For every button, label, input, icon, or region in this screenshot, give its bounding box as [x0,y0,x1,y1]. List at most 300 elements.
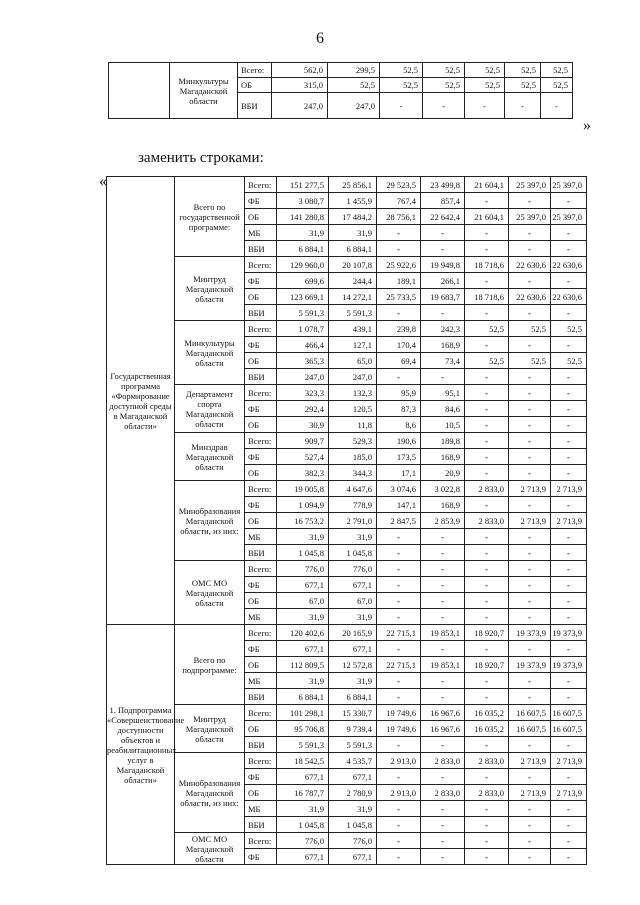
value-cell: - [551,241,587,257]
value-cell: - [465,849,509,865]
value-cell: 382,3 [277,465,329,481]
value-cell: - [465,273,509,289]
source-cell: Всего: [245,177,277,193]
value-cell: 25 397,0 [551,209,587,225]
value-cell: 247,0 [329,369,377,385]
value-cell: 73,4 [421,353,465,369]
source-cell: ФБ [245,769,277,785]
table-row [107,561,587,577]
value-cell: 173,5 [377,449,421,465]
value-cell: 95,1 [421,385,465,401]
value-cell: 151 277,5 [277,177,329,193]
value-cell: 22 630,6 [551,289,587,305]
value-cell: 31,9 [277,529,329,545]
value-cell: 20 107,8 [329,257,377,273]
value-cell: - [465,369,509,385]
value-cell: - [465,337,509,353]
value-cell: 3 022,8 [421,481,465,497]
source-cell: МБ [245,225,277,241]
value-cell: - [421,593,465,609]
value-cell: - [551,545,587,561]
value-cell: - [551,609,587,625]
value-cell: 562,0 [272,63,328,78]
value-cell: 52,5 [465,353,509,369]
value-cell: 776,0 [329,561,377,577]
value-cell: - [377,241,421,257]
value-cell: - [377,577,421,593]
source-cell: ФБ [245,401,277,417]
table-row [107,625,587,641]
value-cell: 16 967,6 [421,721,465,737]
value-cell: - [421,225,465,241]
value-cell: 52,5 [509,321,551,337]
value-cell: - [465,497,509,513]
value-cell: 677,1 [329,769,377,785]
source-cell: ФБ [245,273,277,289]
table-row [107,753,587,769]
value-cell: 18 920,7 [465,625,509,641]
value-cell: - [465,465,509,481]
value-cell: 677,1 [329,577,377,593]
value-cell: 2 713,9 [551,753,587,769]
value-cell: 2 791,0 [329,513,377,529]
value-cell: - [377,801,421,817]
value-cell: - [509,641,551,657]
value-cell: - [421,561,465,577]
value-cell: - [465,529,509,545]
value-cell: 16 607,5 [551,705,587,721]
value-cell: - [509,577,551,593]
value-cell: - [551,273,587,289]
value-cell: - [421,833,465,849]
value-cell: - [465,609,509,625]
group-label-cell: Минтруд Магаданской области [175,705,245,753]
value-cell: 21 604,1 [465,209,509,225]
value-cell: 16 607,5 [509,721,551,737]
source-cell: ФБ [245,849,277,865]
value-cell: - [509,241,551,257]
source-cell: ВБИ [245,689,277,705]
value-cell: 22 642,4 [421,209,465,225]
value-cell: 120,5 [329,401,377,417]
source-cell: ВБИ [245,241,277,257]
value-cell: - [421,369,465,385]
value-cell: - [509,305,551,321]
table-row [107,257,587,273]
value-cell: - [551,433,587,449]
value-cell: - [377,305,421,321]
value-cell: 19 853,1 [421,625,465,641]
value-cell: - [421,817,465,833]
value-cell: 344,3 [329,465,377,481]
value-cell: - [509,561,551,577]
source-cell: Всего: [245,833,277,849]
value-cell: 52,5 [505,63,541,78]
source-cell: Всего: [245,561,277,577]
value-cell: - [551,561,587,577]
value-cell: 2 713,9 [509,513,551,529]
value-cell: - [551,593,587,609]
closing-quote: » [583,117,591,134]
value-cell: - [423,93,465,119]
value-cell: 19 853,1 [421,657,465,673]
value-cell: - [551,225,587,241]
value-cell: 25 397,0 [509,209,551,225]
value-cell: 776,0 [277,561,329,577]
value-cell: 127,1 [329,337,377,353]
value-cell: 31,9 [329,225,377,241]
source-cell: ОБ [245,721,277,737]
value-cell: - [551,801,587,817]
value-cell: 19 683,7 [421,289,465,305]
group-label-cell: ОМС МО Магаданской области [175,833,245,865]
value-cell: 6 884,1 [277,689,329,705]
source-cell: ОБ [238,78,272,93]
table-row [107,433,587,449]
value-cell: 141 280,8 [277,209,329,225]
value-cell: - [551,529,587,545]
value-cell: 527,4 [277,449,329,465]
value-cell: 185,0 [329,449,377,465]
value-cell: 67,0 [277,593,329,609]
group-label-cell: Минобразования Магаданской области, из них: [175,753,245,833]
value-cell: - [509,497,551,513]
value-cell: 2 913,0 [377,753,421,769]
source-cell: ОБ [245,593,277,609]
group-label-cell: Всего по государственной программе: [175,177,245,257]
value-cell: 22 715,1 [377,625,421,641]
value-cell: 18 718,6 [465,257,509,273]
source-cell: ФБ [245,449,277,465]
value-cell: 244,4 [329,273,377,289]
value-cell: - [509,593,551,609]
value-cell: 67,0 [329,593,377,609]
value-cell: 52,5 [380,63,423,78]
value-cell: 19 373,9 [551,625,587,641]
value-cell: 29 523,5 [377,177,421,193]
source-cell: Всего: [245,385,277,401]
value-cell: 12 572,8 [329,657,377,673]
value-cell: - [551,193,587,209]
value-cell: - [551,577,587,593]
group-label-cell: Всего по подпрограмме: [175,625,245,705]
source-cell: ВБИ [245,305,277,321]
group-label-cell: Департамент спорта Магаданской области [175,385,245,433]
value-cell: - [551,673,587,689]
value-cell: - [377,689,421,705]
source-cell: Всего: [245,481,277,497]
value-cell: 299,5 [328,63,380,78]
value-cell: 112 809,5 [277,657,329,673]
value-cell: - [509,449,551,465]
source-cell: МБ [245,801,277,817]
source-cell: Всего: [245,753,277,769]
table-row [107,385,587,401]
value-cell: - [505,93,541,119]
source-cell: ФБ [245,337,277,353]
value-cell: 123 669,1 [277,289,329,305]
value-cell: - [465,401,509,417]
value-cell: 2 780,9 [329,785,377,801]
value-cell: - [421,545,465,561]
value-cell: 30,9 [277,417,329,433]
value-cell: 2 833,0 [421,753,465,769]
value-cell: 677,1 [277,641,329,657]
value-cell: - [421,305,465,321]
table-row [107,833,587,849]
value-cell: 16 035,2 [465,705,509,721]
value-cell: 2 833,0 [465,513,509,529]
value-cell: - [509,273,551,289]
value-cell: 1 045,8 [277,817,329,833]
value-cell: 4 535,7 [329,753,377,769]
value-cell: 101 298,1 [277,705,329,721]
value-cell: 21 604,1 [465,177,509,193]
value-cell: - [509,337,551,353]
value-cell: 529,3 [329,433,377,449]
source-cell: Всего: [245,257,277,273]
value-cell: - [377,833,421,849]
value-cell: 778,9 [329,497,377,513]
value-cell: 17,1 [377,465,421,481]
value-cell: - [509,529,551,545]
value-cell: - [421,737,465,753]
value-cell: - [377,609,421,625]
value-cell: 677,1 [277,849,329,865]
value-cell: - [377,369,421,385]
value-cell: - [377,817,421,833]
value-cell: - [377,561,421,577]
value-cell: - [509,225,551,241]
value-cell: - [465,737,509,753]
value-cell: 120 402,6 [277,625,329,641]
value-cell: 189,8 [421,433,465,449]
value-cell: 168,9 [421,337,465,353]
value-cell: - [377,769,421,785]
value-cell: 23 499,8 [421,177,465,193]
value-cell: - [465,593,509,609]
value-cell: - [509,545,551,561]
value-cell: 466,4 [277,337,329,353]
value-cell: - [541,93,573,119]
table-row [109,63,573,78]
value-cell: 31,9 [329,801,377,817]
value-cell: 677,1 [277,577,329,593]
value-cell: 6 884,1 [277,241,329,257]
value-cell: 2 847,5 [377,513,421,529]
value-cell: 323,3 [277,385,329,401]
value-cell: - [377,225,421,241]
value-cell: - [465,689,509,705]
value-cell: 31,9 [277,801,329,817]
value-cell: 95,9 [377,385,421,401]
value-cell: 16 967,6 [421,705,465,721]
value-cell: 22 630,6 [551,257,587,273]
value-cell: 3 080,7 [277,193,329,209]
value-cell: - [551,337,587,353]
value-cell: 2 853,9 [421,513,465,529]
value-cell: 19 373,9 [509,625,551,641]
value-cell: - [551,305,587,321]
value-cell: 247,0 [328,93,380,119]
value-cell: - [421,529,465,545]
value-cell: 677,1 [329,641,377,657]
value-cell: - [551,449,587,465]
source-cell: ВБИ [245,369,277,385]
source-cell: ВБИ [245,545,277,561]
value-cell: - [465,385,509,401]
value-cell: 247,0 [272,93,328,119]
source-cell: ОБ [245,657,277,673]
value-cell: 52,5 [551,353,587,369]
value-cell: - [465,93,505,119]
value-cell: - [465,305,509,321]
value-cell: - [551,497,587,513]
value-cell: 189,1 [377,273,421,289]
value-cell: - [551,849,587,865]
value-cell: 16 607,5 [509,705,551,721]
table-row [107,177,587,193]
source-cell: ФБ [245,193,277,209]
value-cell: - [509,737,551,753]
value-cell: - [509,801,551,817]
value-cell: - [509,401,551,417]
value-cell: 22 715,1 [377,657,421,673]
value-cell: - [551,833,587,849]
value-cell: 776,0 [329,833,377,849]
value-cell: - [465,641,509,657]
value-cell: 19 373,9 [509,657,551,673]
value-cell: 17 484,2 [329,209,377,225]
value-cell: - [377,737,421,753]
value-cell: 52,5 [328,78,380,93]
value-cell: - [465,673,509,689]
value-cell: 776,0 [277,833,329,849]
opening-quote: « [99,173,107,190]
source-cell: ВБИ [245,737,277,753]
value-cell: 239,8 [377,321,421,337]
value-cell: 2 713,9 [509,785,551,801]
value-cell: 19 749,6 [377,705,421,721]
ministry-cell: Минкультуры Магаданской области [170,63,238,119]
value-cell: - [551,737,587,753]
source-cell: МБ [245,609,277,625]
value-cell: 242,3 [421,321,465,337]
value-cell: 2 713,9 [509,481,551,497]
value-cell: 3 074,6 [377,481,421,497]
value-cell: - [421,801,465,817]
source-cell: МБ [245,529,277,545]
value-cell: 22 630,6 [509,289,551,305]
value-cell: 9 739,4 [329,721,377,737]
value-cell: - [421,769,465,785]
value-cell: 2 913,0 [377,785,421,801]
value-cell: 5 591,3 [329,737,377,753]
value-cell: - [551,385,587,401]
value-cell: 52,5 [465,321,509,337]
value-cell: - [509,673,551,689]
value-cell: - [465,449,509,465]
value-cell: - [465,817,509,833]
page-number: 6 [316,30,324,47]
value-cell: 247,0 [277,369,329,385]
source-cell: Всего: [238,63,272,78]
value-cell: 15 330,7 [329,705,377,721]
value-cell: 31,9 [329,673,377,689]
value-cell: 52,5 [465,63,505,78]
value-cell: 31,9 [277,225,329,241]
value-cell: - [551,769,587,785]
value-cell: 25 856,1 [329,177,377,193]
value-cell: - [509,417,551,433]
value-cell: 22 630,6 [509,257,551,273]
source-cell: ФБ [245,577,277,593]
value-cell: 52,5 [423,63,465,78]
value-cell: - [421,673,465,689]
replace-instruction: заменить строками: [138,150,264,166]
value-cell: - [551,689,587,705]
value-cell: - [465,241,509,257]
value-cell: 292,4 [277,401,329,417]
value-cell: 2 833,0 [465,785,509,801]
value-cell: 147,1 [377,497,421,513]
value-cell: - [551,465,587,481]
value-cell: 14 272,1 [329,289,377,305]
value-cell: - [509,769,551,785]
value-cell: - [509,369,551,385]
value-cell: 1 094,9 [277,497,329,513]
main-budget-table [106,176,587,865]
source-cell: ОБ [245,465,277,481]
value-cell: - [509,817,551,833]
value-cell: 20,9 [421,465,465,481]
value-cell: 6 884,1 [329,689,377,705]
value-cell: 190,6 [377,433,421,449]
group-label-cell: Минздрав Магаданской области [175,433,245,481]
value-cell: 909,7 [277,433,329,449]
value-cell: 31,9 [277,673,329,689]
value-cell: 8,6 [377,417,421,433]
value-cell: 132,3 [329,385,377,401]
value-cell: 95 706,8 [277,721,329,737]
value-cell: 439,1 [329,321,377,337]
value-cell: - [377,673,421,689]
value-cell: - [465,417,509,433]
value-cell: 16 607,5 [551,721,587,737]
value-cell: 1 078,7 [277,321,329,337]
value-cell: 25 397,0 [509,177,551,193]
value-cell: - [465,193,509,209]
value-cell: - [551,369,587,385]
value-cell: 677,1 [277,769,329,785]
value-cell: - [509,193,551,209]
table-row [107,321,587,337]
group-label-cell: Минобразования Магаданской области, из них: [175,481,245,561]
source-cell: Всего: [245,625,277,641]
value-cell: - [509,609,551,625]
value-cell: 699,6 [277,273,329,289]
value-cell: - [377,849,421,865]
value-cell: 677,1 [329,849,377,865]
source-cell: МБ [245,673,277,689]
source-cell: ОБ [245,353,277,369]
value-cell: 31,9 [329,529,377,545]
group-label-cell: ОМС МО Магаданской области [175,561,245,625]
source-cell: ОБ [245,209,277,225]
source-cell: ОБ [245,513,277,529]
value-cell: 2 833,0 [421,785,465,801]
value-cell: 25 922,6 [377,257,421,273]
